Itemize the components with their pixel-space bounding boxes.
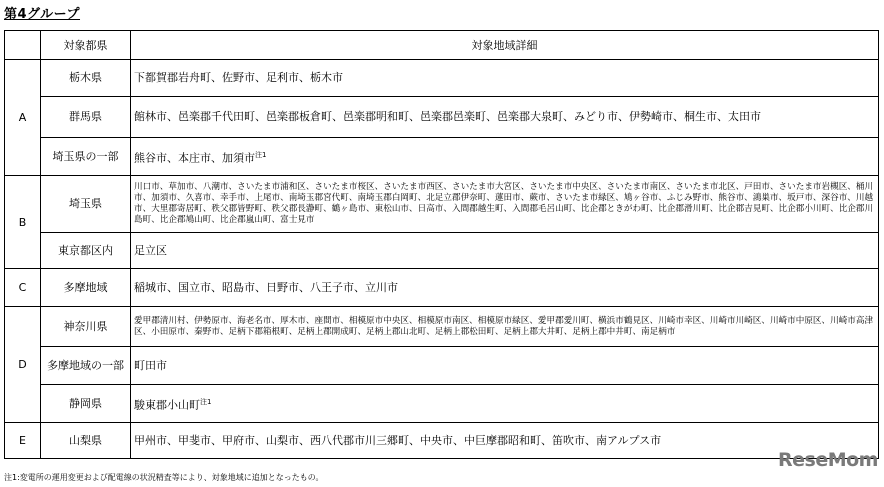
group-label: B xyxy=(5,176,41,269)
table-row xyxy=(5,233,879,269)
pref-cell: 静岡県 xyxy=(41,385,131,423)
group-label: D xyxy=(5,307,41,423)
group-label: A xyxy=(5,60,41,176)
areas-text: 駿東郡小山町 xyxy=(134,398,200,412)
pref-cell: 栃木県 xyxy=(41,60,131,97)
pref-cell: 埼玉県の一部 xyxy=(41,138,131,176)
table-header-pref: 対象都県 xyxy=(41,31,131,60)
table-row xyxy=(5,138,879,176)
footnote-marker: 注1 xyxy=(200,397,212,406)
group-label: E xyxy=(5,423,41,459)
areas-cell: 館林市、邑楽郡千代田町、邑楽郡板倉町、邑楽郡明和町、邑楽郡邑楽町、邑楽郡大泉町、みどり市、伊勢崎市、桐生市、太田市 xyxy=(131,97,879,138)
area-table xyxy=(4,30,879,459)
areas-cell: 稲城市、国立市、昭島市、日野市、八王子市、立川市 xyxy=(131,269,879,307)
table-row xyxy=(5,423,879,459)
areas-cell: 甲州市、甲斐市、甲府市、山梨市、西八代郡市川三郷町、中央市、中巨摩郡昭和町、笛吹市、南アルプス市 xyxy=(131,423,879,459)
areas-cell: 町田市 xyxy=(131,347,879,385)
pref-cell: 埼玉県 xyxy=(41,176,131,233)
group-label: C xyxy=(5,269,41,307)
pref-cell: 神奈川県 xyxy=(41,307,131,347)
table-row xyxy=(5,307,879,347)
areas-cell: 川口市、草加市、八潮市、さいたま市浦和区、さいたま市桜区、さいたま市西区、さいたま市大宮区、さいたま市中央区、さいたま市南区、さいたま市北区、戸田市、さいたま市岩槻区、桶川市、加須市、久喜市、幸手市、上尾市、南埼玉郡宮代町、南埼玉郡白岡町、北足立郡伊奈町、蓮田市、蕨市、さいたま市緑区、鳩ヶ谷市、ふじみ野市、熊谷市、鴻巣市、坂戸市、深谷市、川越市、大里郡寄居町、秩父郡皆野町、秩父郡長瀞町、鶴ヶ島市、東松山市、日高市、入間郡越生町、入間郡毛呂山町、比企郡ときがわ町、比企郡滑川町、比企郡吉見町、比企郡小川町、比企郡川島町、比企郡鳩山町、比企郡嵐山町、富士見市 xyxy=(131,176,879,233)
table-row xyxy=(5,347,879,385)
areas-cell xyxy=(131,385,879,423)
areas-cell xyxy=(131,138,879,176)
footnote-marker: 注1 xyxy=(255,150,267,159)
pref-cell: 多摩地域 xyxy=(41,269,131,307)
footnote: 注1:変電所の運用変更および配電線の状況精査等により、対象地域に追加となったもの。 xyxy=(4,473,324,482)
areas-text: 熊谷市、本庄市、加須市 xyxy=(134,151,255,165)
table-header-row xyxy=(5,31,879,60)
table-header-blank xyxy=(5,31,41,60)
table-header-areas: 対象地域詳細 xyxy=(131,31,879,60)
table-row xyxy=(5,60,879,97)
table-row xyxy=(5,97,879,138)
page-title: 第4グループ xyxy=(4,7,81,22)
resemom-logo: ReseMom xyxy=(778,449,878,471)
pref-cell: 山梨県 xyxy=(41,423,131,459)
table-row xyxy=(5,269,879,307)
pref-cell: 東京都区内 xyxy=(41,233,131,269)
areas-cell: 足立区 xyxy=(131,233,879,269)
pref-cell: 群馬県 xyxy=(41,97,131,138)
table-row xyxy=(5,176,879,233)
areas-cell: 下都賀郡岩舟町、佐野市、足利市、栃木市 xyxy=(131,60,879,97)
areas-cell: 愛甲郡清川村、伊勢原市、海老名市、厚木市、座間市、相模原市中央区、相模原市南区、相模原市緑区、愛甲郡愛川町、横浜市鶴見区、川崎市幸区、川崎市川崎区、川崎市中原区、川崎市高津区、小田原市、秦野市、足柄下郡箱根町、足柄上郡開成町、足柄上郡山北町、足柄上郡松田町、足柄上郡大井町、足柄上郡中井町、南足柄市 xyxy=(131,307,879,347)
table-row xyxy=(5,385,879,423)
pref-cell: 多摩地域の一部 xyxy=(41,347,131,385)
